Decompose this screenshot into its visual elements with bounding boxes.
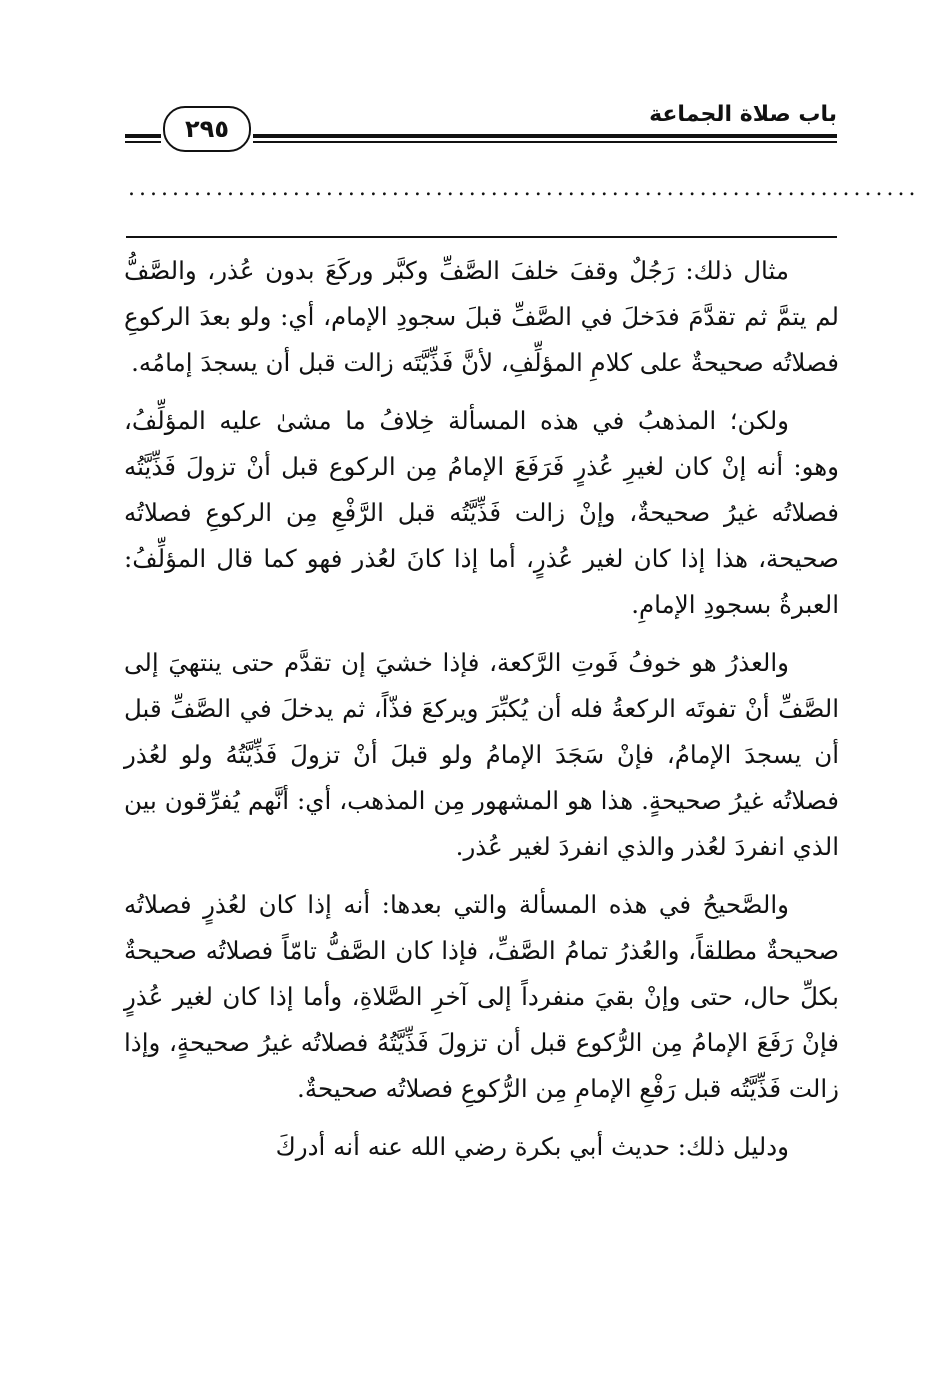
- page-header: [125, 100, 837, 160]
- paragraph: ودليل ذلك: حديث أبي بكرة رضي الله عنه أنه أدركَ: [275, 1132, 789, 1161]
- footnote-separator: [126, 236, 837, 238]
- paragraph: والعذرُ هو خوفُ فَوتِ الرَّكعة، فإذا خشيَ إن تقدَّم حتى ينتهيَ إلى الصَّفِّ أنْ تفوتَه الركعةُ فله أن يُكبِّرَ ويركعَ فذّاً، ثم يدخلَ في الصَّفِّ قبل أن يسجدَ الإمامُ، فإنْ سَجَدَ الإمامُ ولو قبلَ أنْ تزولَ فَذِّيَّتُهُ ولو لعُذر فصلاتُه غيرُ صحيحةٍ. هذا هو المشهور مِن المذهب، أي: أنَّهم يُفرِّقون بين الذي انفردَ لعُذر والذي انفردَ لغير عُذر.: [124, 648, 839, 861]
- header-rule-left-thick: [125, 134, 161, 138]
- header-rule-thin: [253, 141, 837, 143]
- paragraph: والصَّحيحُ في هذه المسألة والتي بعدها: أنه إذا كان لعُذرٍ فصلاتُه صحيحةٌ مطلقاً، والعُذرُ تمامُ الصَّفِّ، فإذا كان الصَّفُّ تامّاً فصلاتُه صحيحةٌ بكلِّ حال، حتى وإنْ بقيَ منفرداً إلى آخرِ الصَّلاةِ، وأما إذا كان لغير عُذرٍ فإنْ رَفَعَ الإمامُ مِن الرُّكوع قبل أن تزولَ فَذِّيَّتُهُ فصلاتُه غيرُ صحيحةٍ، وإذا زالت فَذِّيَّتُه قبل رَفْعِ الإمامِ مِن الرُّكوعِ فصلاتُه صحيحةٌ.: [124, 890, 839, 1103]
- header-rule-left-thin: [125, 141, 161, 143]
- paragraph: ولكن؛ المذهبُ في هذه المسألة خِلافُ ما مشىٰ عليه المؤلِّفُ، وهو: أنه إنْ كان لغيرِ عُذرٍ فَرَفَعَ الإمامُ مِن الركوع قبل أنْ تزولَ فَذِّيَّتُه فصلاتُه غيرُ صحيحةٌ، وإنْ زالت فَذِّيَّتُه قبل الرَّفْعِ مِن الركوعِ فصلاتُه صحيحة، هذا إذا كان لغير عُذرٍ، أما إذا كانَ لعُذر فهو كما قال المؤلِّفُ: العبرةُ بسجودِ الإمامِ.: [124, 406, 839, 619]
- page-number: ٢٩٥: [163, 106, 251, 152]
- header-rule-thick: [253, 134, 837, 138]
- footnote-dotted-line: ........................................................................: [128, 176, 920, 201]
- paragraph: مثال ذلك: رَجُلٌ وقفَ خلفَ الصَّفِّ وكبَّر وركَعَ بدون عُذر، والصَّفُّ لم يتمَّ ثم تقدَّمَ فدَخلَ في الصَّفِّ قبلَ سجودِ الإمام، أي: ولو بعدَ الركوعِ فصلاتُه صحيحةٌ على كلامِ المؤلِّفِ، لأنَّ فَذِّيَّتَه زالت قبل أن يسجدَ إمامُه.: [124, 256, 840, 377]
- main-text: [124, 248, 839, 1182]
- chapter-title: باب صلاة الجماعة: [649, 102, 837, 127]
